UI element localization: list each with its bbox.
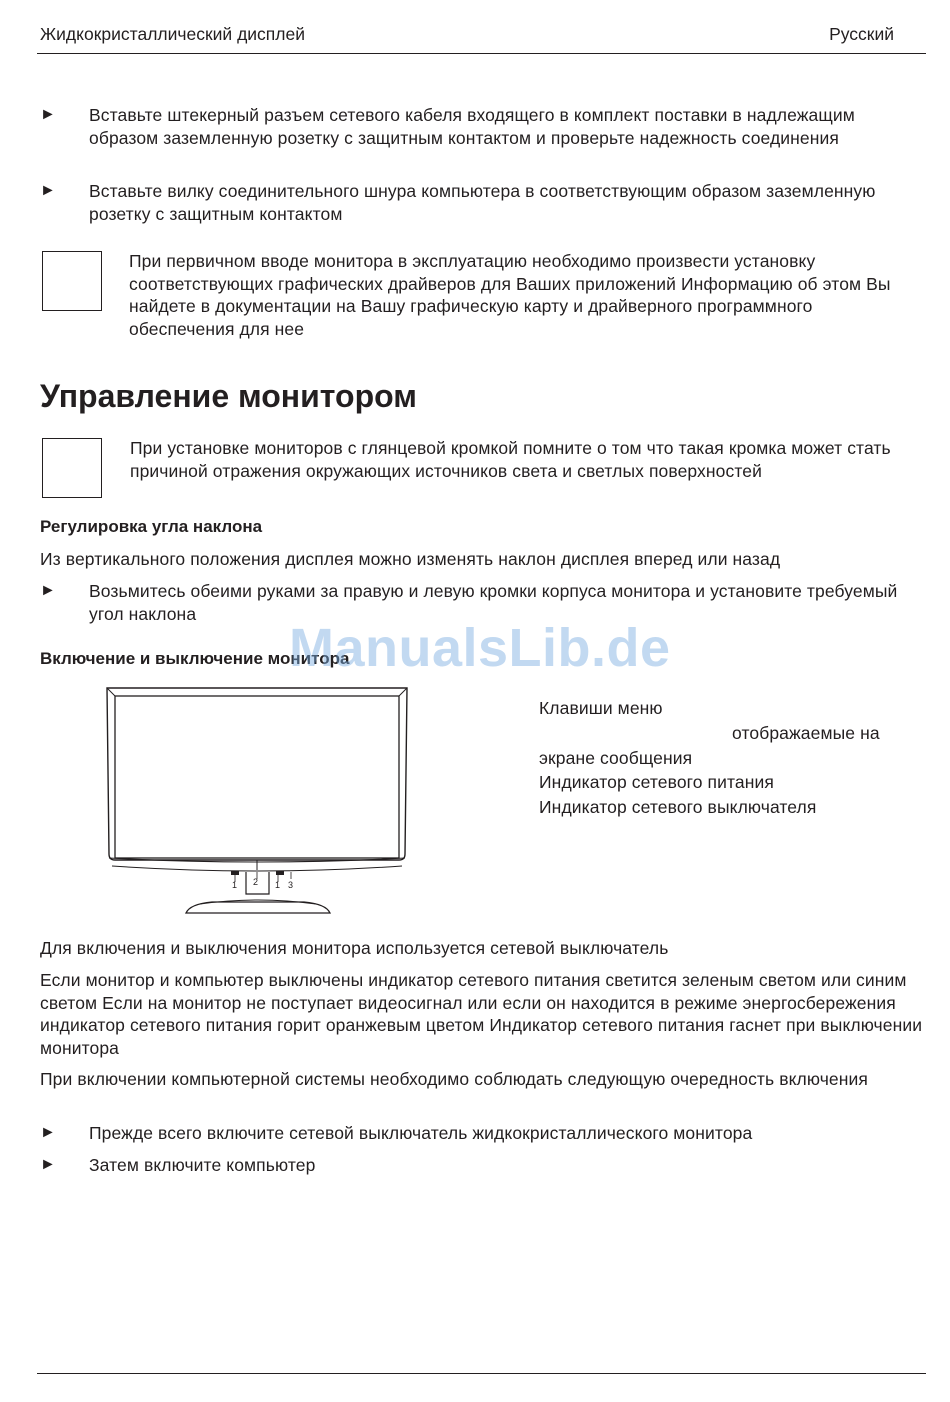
legend-osd-1: отображаемые на — [732, 723, 880, 743]
legend-power-indicator: Индикатор сетевого питания — [539, 772, 774, 792]
bullet-text-computer-cord: Вставьте вилку соединительного шнура компьютера в соответствующим образом заземленную розетку с защитным контактом — [89, 181, 876, 224]
footer-rule — [37, 1373, 926, 1374]
power-bullet-2: Затем включите компьютер — [89, 1155, 316, 1175]
power-para-2: Если монитор и компьютер выключены индикатор сетевого питания светится зеленым светом или синим светом Если на монитор не поступает видеосигнал или если он находится в режиме энергосбережения индикатор сетевого питания горит оранжевым цветом Индикатор сетевого питания гаснет при выключении монитора — [40, 970, 923, 1058]
section-title: Управление монитором — [40, 378, 417, 414]
bullet-marker: ► — [40, 1124, 56, 1141]
bullet-marker: ► — [40, 1156, 56, 1173]
power-bullet-1: Прежде всего включите сетевой выключатель жидкокристаллического монитора — [89, 1123, 753, 1143]
bullet-marker: ► — [40, 106, 56, 123]
stand-base — [186, 902, 330, 913]
bullet-marker: ► — [40, 182, 56, 199]
tilt-heading: Регулировка угла наклона — [40, 517, 263, 536]
power-para-3: При включении компьютерной системы необходимо соблюдать следующую очередность включения — [40, 1069, 868, 1089]
note-icon-box — [42, 438, 102, 498]
header-title: Жидкокристаллический дисплей — [40, 24, 305, 44]
legend-switch-indicator: Индикатор сетевого выключателя — [539, 797, 817, 817]
figure-label-3: 3 — [288, 880, 294, 890]
tilt-bullet-text: Возьмитесь обеими руками за правую и левую кромки корпуса монитора и установите требуемый угол наклона — [89, 581, 898, 624]
power-switch-mark — [276, 871, 284, 875]
note-icon-box — [42, 251, 102, 311]
figure-label-1b: 1 — [275, 880, 281, 890]
legend-osd-2: экране сообщения — [539, 748, 693, 768]
header-language: Русский — [829, 24, 894, 44]
note-drivers: При первичном вводе монитора в эксплуатацию необходимо произвести установку соответствующих графических драйверов для Ваших приложений Информацию об этом Вы найдете в документации на Вашу графическую карту и драйверного программного обеспечения для нее — [129, 251, 891, 339]
figure-label-2: 2 — [253, 877, 259, 887]
bullet-text-power-cable: Вставьте штекерный разъем сетевого кабеля входящего в комплект поставки в надлежащим образом заземленную розетку с защитным контактом и проверьте надежность соединения — [89, 105, 855, 148]
power-heading: Включение и выключение монитора — [40, 649, 350, 668]
monitor-illustration — [100, 682, 420, 918]
legend-menu-keys: Клавиши меню — [539, 698, 663, 718]
power-para-1: Для включения и выключения монитора используется сетевой выключатель — [40, 938, 669, 958]
screen-area — [115, 696, 399, 858]
bullet-marker: ► — [40, 582, 56, 599]
figure-label-1: 1 — [232, 880, 238, 890]
note-glossy-bezel: При установке мониторов с глянцевой кромкой помните о том что такая кромка может стать причиной отражения окружающих источников света и светлых поверхностей — [130, 438, 891, 481]
watermark: ManualsLib.de — [289, 618, 671, 678]
tilt-text: Из вертикального положения дисплея можно изменять наклон дисплея вперед или назад — [40, 549, 781, 569]
header-rule — [37, 53, 926, 54]
menu-keys-mark — [231, 871, 239, 875]
